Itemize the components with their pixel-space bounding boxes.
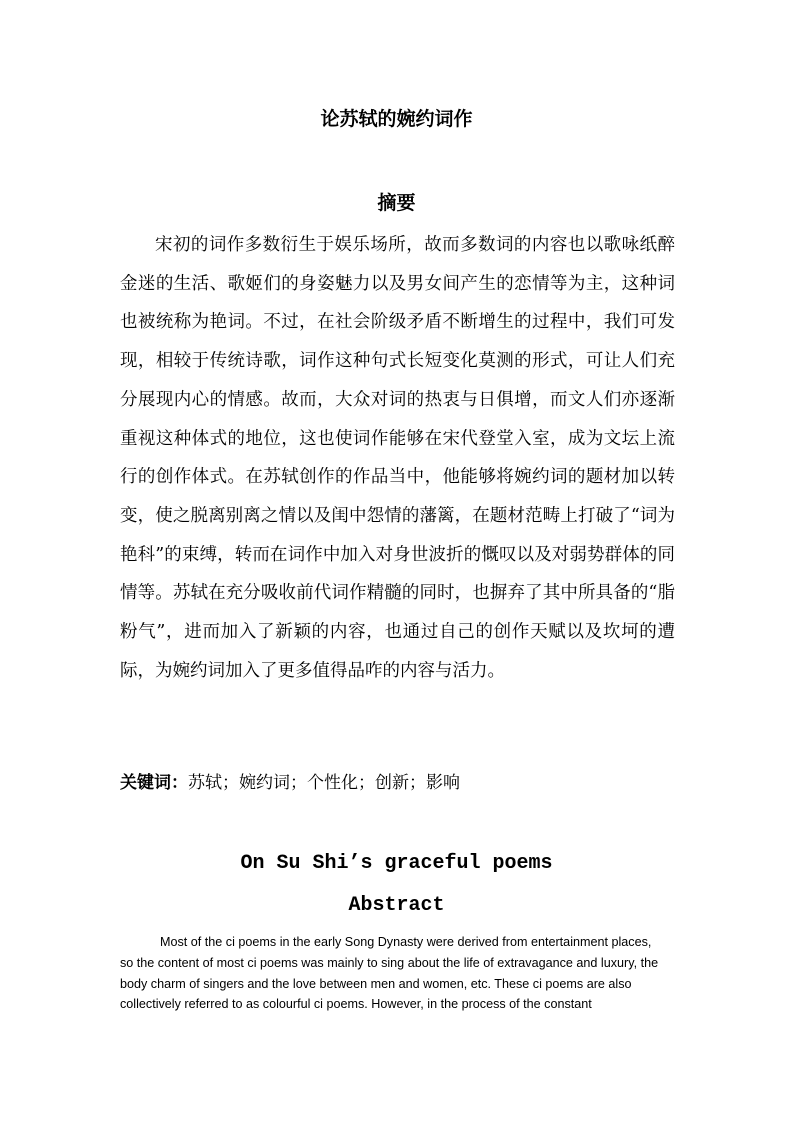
english-abstract-line: body charm of singers and the love between men and women, etc. These ci poems are also — [120, 976, 632, 991]
english-title: On Su Shi’s graceful poems — [240, 852, 553, 875]
english-abstract-body — [120, 932, 680, 1015]
keywords-label: 关键词： — [120, 773, 188, 793]
english-abstract-line: collectively referred to as colourful ci poems. However, in the process of the constant — [120, 997, 592, 1012]
keywords-line — [120, 768, 675, 798]
english-abstract-line: Most of the ci poems in the early Song Dynasty were derived from entertainment places, — [160, 935, 652, 949]
english-abstract-heading: Abstract — [348, 894, 445, 917]
chinese-abstract-heading: 摘要 — [377, 192, 416, 214]
english-abstract-line: so the content of most ci poems was mainly to sing about the life of extravagance and luxury, the — [120, 955, 659, 970]
chinese-title: 论苏轼的婉约词作 — [320, 108, 473, 130]
keywords-values: 苏轼；婉约词；个性化；创新；影响 — [188, 773, 460, 793]
chinese-abstract-body: 宋初的词作多数衍生于娱乐场所，故而多数词的内容也以歌咏纸醉金迷的生活、歌姬们的身姿魅力以及男女间产生的恋情等为主，这种词也被统称为艳词。不过，在社会阶级矛盾不断增生的过程中，我们可发现，相较于传统诗歌，词作这种句式长短变化莫测的形式，可让人们充分展现内心的情感。故而，大众对词的热衷与日俱增，而文人们亦逐渐重视这种体式的地位，这也使词作能够在宋代登堂入室，成为文坛上流行的创作体式。在苏轼创作的作品当中，他能够将婉约词的题材加以转变，使之脱离别离之情以及闺中怨情的藩篱，在题材范畴上打破了“词为艳科”的束缚，转而在词作中加入对身世波折的慨叹以及对弱势群体的同情等。苏轼在充分吸收前代词作精髓的同时，也摒弃了其中所具备的“脂粉气”，进而加入了新颖的内容，也通过自己的创作天赋以及坎坷的遭际，为婉约词加入了更多值得品咋的内容与活力。 — [120, 235, 675, 681]
